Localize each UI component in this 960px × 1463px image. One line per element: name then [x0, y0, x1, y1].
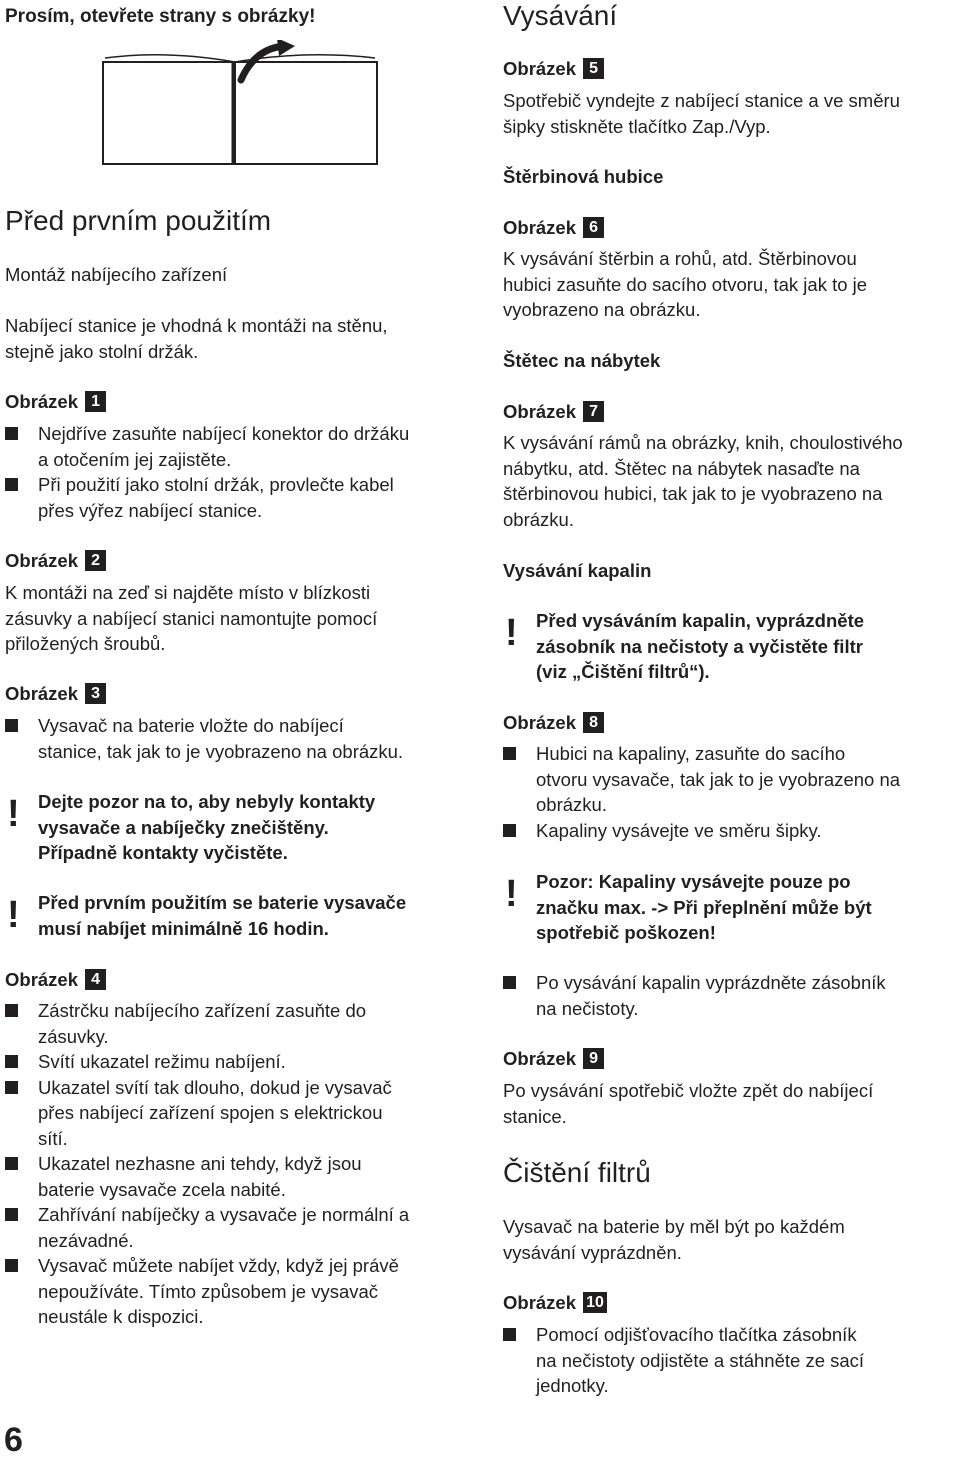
figure-number-badge: 4	[85, 969, 106, 990]
figure-number-badge: 2	[85, 550, 106, 571]
filter-intro: Vysavač na baterie by měl být po každém vysávání vyprázdněn.	[503, 1216, 845, 1263]
figure-number-badge: 7	[583, 401, 604, 422]
warning-contacts: ! Dejte pozor na to, aby nebyly kontakty vysavače a nabíječky znečištěny. Případně kontakty vyčistěte.	[7, 791, 376, 863]
section-heading-filter-cleaning: Čištění filtrů	[503, 1157, 651, 1188]
list-item: Ukazatel nezhasne ani tehdy, když jsou baterie vysavače zcela nabité.	[5, 1151, 475, 1202]
mounting-intro: Nabíjecí stanice je vhodná k montáži na stěnu, stejně jako stolní držák.	[5, 315, 388, 362]
figure-3-label: Obrázek 3	[5, 681, 106, 707]
list-item: Pomocí odjišťovacího tlačítka zásobník na nečistoty odjistěte a stáhněte ze sací jednotky.	[503, 1322, 960, 1399]
figure-10-label: Obrázek 10	[503, 1290, 607, 1316]
list-item: Nejdříve zasuňte nabíjecí konektor do držáku a otočením jej zajistěte.	[5, 421, 475, 472]
figure-6-text: K vysávání štěrbin a rohů, atd. Štěrbinovou hubici zasuňte do sacího otvoru, tak jak to je vyobrazeno na obrázku.	[503, 248, 868, 320]
top-note: Prosím, otevřete strany s obrázky!	[5, 6, 316, 27]
open-book-icon	[95, 40, 385, 170]
list-item: Ukazatel svítí tak dlouho, dokud je vysavač přes nabíjecí zařízení spojen s elektrickou sítí.	[5, 1075, 475, 1152]
subheading-liquid-vacuuming: Vysávání kapalin	[503, 560, 652, 581]
figure-8-list-after	[503, 970, 960, 1021]
figure-9-label: Obrázek 9	[503, 1046, 604, 1072]
figure-4-list	[5, 998, 475, 1330]
figure-5-text: Spotřebič vyndejte z nabíjecí stanice a ve směru šipky stiskněte tlačítko Zap./Vyp.	[503, 90, 900, 137]
figure-6-label: Obrázek 6	[503, 215, 604, 241]
figure-number-badge: 1	[85, 391, 106, 412]
figure-8-list	[503, 741, 960, 843]
figure-5-label: Obrázek 5	[503, 56, 604, 82]
figure-number-badge: 8	[583, 712, 604, 733]
page-number: 6	[4, 1421, 23, 1459]
figure-2-label: Obrázek 2	[5, 548, 106, 574]
figure-number-badge: 6	[583, 217, 604, 238]
list-item: Svítí ukazatel režimu nabíjení.	[5, 1049, 475, 1075]
list-item: Při použití jako stolní držák, provlečte kabel přes výřez nabíjecí stanice.	[5, 472, 475, 523]
figure-3-list	[5, 713, 475, 764]
subheading-mounting: Montáž nabíjecího zařízení	[5, 264, 228, 285]
figure-8-label: Obrázek 8	[503, 710, 604, 736]
figure-number-badge: 3	[85, 683, 106, 704]
list-item: Zahřívání nabíječky a vysavače je normální a nezávadné.	[5, 1202, 475, 1253]
list-item: Hubici na kapaliny, zasuňte do sacího otvoru vysavače, tak jak to je vyobrazeno na obrázku.	[503, 741, 960, 818]
warning-charging-16h: ! Před prvním použitím se baterie vysavače musí nabíjet minimálně 16 hodin.	[7, 892, 407, 939]
exclamation-icon: !	[7, 793, 20, 835]
section-heading-vacuuming: Vysávání	[503, 0, 618, 31]
exclamation-icon: !	[505, 612, 518, 654]
list-item: Kapaliny vysávejte ve směru šipky.	[503, 818, 960, 844]
figure-number-badge: 10	[583, 1292, 607, 1313]
exclamation-icon: !	[7, 894, 20, 936]
exclamation-icon: !	[505, 873, 518, 915]
figure-number-badge: 5	[583, 58, 604, 79]
list-item: Vysavač na baterie vložte do nabíjecí stanice, tak jak to je vyobrazeno na obrázku.	[5, 713, 475, 764]
figure-number-badge: 9	[583, 1048, 604, 1069]
figure-4-label: Obrázek 4	[5, 967, 106, 993]
figure-2-text: K montáži na zeď si najděte místo v blízkosti zásuvky a nabíjecí stanici namontujte pomocí přiložených šroubů.	[5, 582, 378, 654]
list-item: Zástrčku nabíjecího zařízení zasuňte do zásuvky.	[5, 998, 475, 1049]
figure-7-label: Obrázek 7	[503, 399, 604, 425]
section-heading-before-first-use: Před prvním použitím	[5, 205, 272, 236]
list-item: Po vysávání kapalin vyprázdněte zásobník na nečistoty.	[503, 970, 960, 1021]
figure-7-text: K vysávání rámů na obrázky, knih, choulostivého nábytku, atd. Štětec na nábytek nasaďte na štěrbinovou hubici, tak jak to je vyobrazeno na obrázku.	[503, 432, 903, 530]
warning-max-mark: ! Pozor: Kapaliny vysávejte pouze po značku max. -> Při přeplnění může být spotřebič poškozen!	[505, 871, 872, 943]
figure-10-list	[503, 1322, 960, 1399]
list-item: Vysavač můžete nabíjet vždy, když jej právě nepoužíváte. Tímto způsobem je vysavač neustále k dispozici.	[5, 1253, 475, 1330]
figure-1-label: Obrázek 1	[5, 389, 106, 415]
subheading-crevice-nozzle: Štěrbinová hubice	[503, 166, 664, 187]
subheading-furniture-brush: Štětec na nábytek	[503, 350, 661, 371]
warning-empty-before-liquids: ! Před vysáváním kapalin, vyprázdněte zásobník na nečistoty a vyčistěte filtr (viz „Čištění filtrů“).	[505, 610, 865, 682]
figure-1-list	[5, 421, 475, 523]
figure-9-text: Po vysávání spotřebič vložte zpět do nabíjecí stanice.	[503, 1080, 874, 1127]
